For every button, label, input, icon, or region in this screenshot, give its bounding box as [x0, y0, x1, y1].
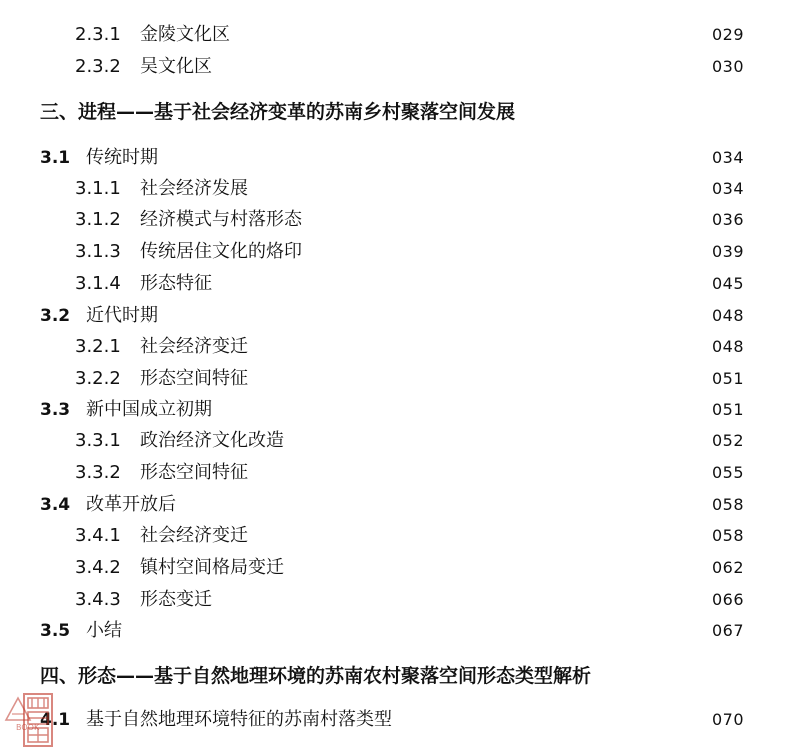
- toc-entry-number: 2.3.2: [75, 56, 121, 77]
- toc-entry-page-number: 051: [711, 369, 744, 388]
- toc-entry-page-number: 052: [711, 431, 744, 450]
- toc-entry-title: 近代时期: [86, 305, 158, 326]
- toc-entry-page-number: 048: [711, 337, 744, 356]
- toc-subsection-entry[interactable]: [0, 554, 790, 582]
- watermark-text: BOOK: [16, 723, 40, 732]
- toc-entry-title: 四、形态——基于自然地理环境的苏南农村聚落空间形态类型解析: [40, 665, 592, 687]
- toc-entry-number: 3.2: [40, 306, 71, 326]
- toc-entry-page-number: 030: [711, 57, 744, 76]
- toc-entry-number: 3.4.3: [75, 589, 121, 610]
- watermark-logo: [2, 690, 54, 748]
- toc-subsection-entry[interactable]: [0, 522, 790, 550]
- toc-entry-title: 新中国成立初期: [86, 399, 212, 420]
- toc-entry-title: 社会经济变迁: [140, 336, 248, 357]
- toc-section-entry[interactable]: [0, 302, 790, 330]
- toc-entry-number: 3.4.1: [75, 525, 121, 546]
- toc-entry-title: 改革开放后: [86, 494, 176, 515]
- toc-subsection-entry[interactable]: [0, 333, 790, 361]
- toc-entry-number: 3.1.2: [75, 209, 121, 230]
- toc-entry-page-number: 062: [711, 558, 744, 577]
- toc-entry-number: 3.4: [40, 495, 71, 515]
- toc-entry-page-number: 058: [711, 526, 744, 545]
- toc-entry-page-number: 045: [711, 274, 744, 293]
- toc-entry-title: 社会经济发展: [140, 178, 248, 199]
- toc-entry-number: 3.1.3: [75, 241, 121, 262]
- toc-entry-title: 经济模式与村落形态: [140, 209, 302, 230]
- toc-entry-number: 3.1.1: [75, 178, 121, 199]
- watermark-triangle: [6, 698, 30, 720]
- toc-entry-number: 3.1.4: [75, 273, 121, 294]
- toc-entry-page-number: 034: [711, 179, 744, 198]
- toc-entry-title: 形态空间特征: [140, 368, 248, 389]
- toc-subsection-entry[interactable]: [0, 175, 790, 203]
- toc-entry-title: 三、进程——基于社会经济变革的苏南乡村聚落空间发展: [40, 101, 516, 123]
- toc-entry-number: 3.4.2: [75, 557, 121, 578]
- toc-subsection-entry[interactable]: [0, 270, 790, 298]
- toc-entry-page-number: 055: [711, 463, 744, 482]
- toc-entry-page-number: 048: [711, 306, 744, 325]
- toc-subsection-entry[interactable]: [0, 459, 790, 487]
- toc-subsection-entry[interactable]: [0, 427, 790, 455]
- toc-subsection-entry[interactable]: [0, 586, 790, 614]
- toc-entry-page-number: 067: [711, 621, 744, 640]
- toc-subsection-entry[interactable]: [0, 365, 790, 393]
- toc-entry-number: 3.1: [40, 148, 71, 168]
- toc-entry-page-number: 034: [711, 148, 744, 167]
- toc-entry-title: 镇村空间格局变迁: [140, 557, 284, 578]
- toc-entry-page-number: 070: [711, 710, 744, 729]
- toc-entry-number: 4.1: [40, 710, 71, 730]
- toc-entry-title: 传统时期: [86, 147, 158, 168]
- toc-entry-number: 3.3.2: [75, 462, 121, 483]
- toc-entry-title: 形态变迁: [140, 589, 212, 610]
- toc-entry-title: 传统居住文化的烙印: [140, 241, 302, 262]
- toc-entry-title: 政治经济文化改造: [140, 430, 284, 451]
- toc-section-entry[interactable]: [0, 706, 790, 734]
- toc-entry-title: 形态特征: [140, 273, 212, 294]
- toc-entry-title: 基于自然地理环境特征的苏南村落类型: [86, 709, 392, 730]
- toc-subsection-entry[interactable]: [0, 238, 790, 266]
- toc-entry-number: 3.2.2: [75, 368, 121, 389]
- toc-entry-page-number: 051: [711, 400, 744, 419]
- toc-section-entry[interactable]: [0, 396, 790, 424]
- toc-entry-number: 3.3: [40, 400, 71, 420]
- toc-entry-page-number: 039: [711, 242, 744, 261]
- toc-entry-number: 2.3.1: [75, 24, 121, 45]
- toc-entry-title: 社会经济变迁: [140, 525, 248, 546]
- toc-section-entry[interactable]: [0, 617, 790, 645]
- toc-section-entry[interactable]: [0, 144, 790, 172]
- toc-entry-page-number: 029: [711, 25, 744, 44]
- toc-section-entry[interactable]: [0, 491, 790, 519]
- toc-chapter-heading[interactable]: [0, 98, 790, 126]
- toc-subsection-entry[interactable]: [0, 53, 790, 81]
- toc-entry-page-number: 036: [711, 210, 744, 229]
- toc-entry-page-number: 058: [711, 495, 744, 514]
- toc-entry-title: 小结: [86, 620, 122, 641]
- watermark-seal: [24, 694, 52, 746]
- toc-entry-number: 3.3.1: [75, 430, 121, 451]
- toc-entry-number: 3.2.1: [75, 336, 121, 357]
- toc-entry-title: 金陵文化区: [140, 24, 230, 45]
- toc-entry-title: 形态空间特征: [140, 462, 248, 483]
- toc-chapter-heading[interactable]: [0, 662, 790, 690]
- toc-entry-title: 吴文化区: [140, 56, 212, 77]
- toc-entry-number: 3.5: [40, 621, 71, 641]
- toc-subsection-entry[interactable]: [0, 21, 790, 49]
- toc-subsection-entry[interactable]: [0, 206, 790, 234]
- toc-entry-page-number: 066: [711, 590, 744, 609]
